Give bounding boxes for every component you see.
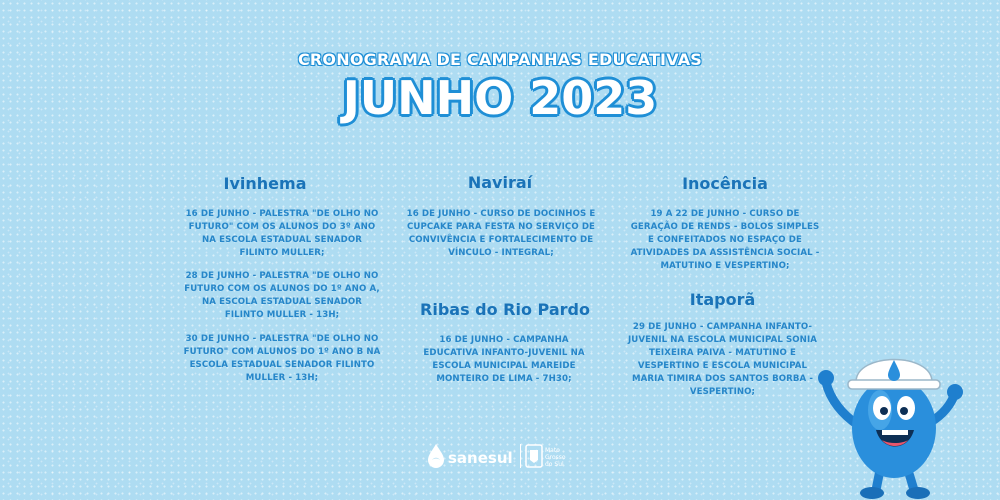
city-heading-navirai: Naviraí bbox=[467, 173, 533, 192]
poster-subtitle: CRONOGRAMA DE CAMPANHAS EDUCATIVAS bbox=[297, 50, 703, 69]
event-itapora-1: 29 DE JUNHO - CAMPANHA INFANTO-JUVENIL NA ESCOLA MUNICIPAL SONIA TEIXEIRA PAIVA - MATUTINO E VESPERTINO E ESCOLA MUNICIPAL MARIA TIMIRA DOS SANTOS BORBA - VESPERTINO; bbox=[627, 322, 818, 397]
sanesul-logo-text: sanesul bbox=[448, 449, 513, 467]
ms-logo-line3: do Sul bbox=[545, 461, 564, 468]
event-ivinhema-1: 16 DE JUNHO - PALESTRA "DE OLHO NO FUTURO" COM OS ALUNOS DO 3º ANO NA ESCOLA ESTADUAL SENADOR FILINTO MULLER; bbox=[185, 209, 379, 258]
ms-logo-line2: Grosso bbox=[545, 454, 566, 461]
city-heading-ivinhema: Ivinhema bbox=[223, 174, 307, 193]
water-drop-mascot bbox=[818, 330, 968, 500]
event-ivinhema-3: 30 DE JUNHO - PALESTRA "DE OLHO NO FUTURO" COM ALUNOS DO 1º ANO B NA ESCOLA ESTADUAL SENADOR FILINTO MULLER - 13H; bbox=[183, 334, 381, 383]
sanesul-logo bbox=[425, 443, 517, 469]
city-heading-inocencia: Inocência bbox=[682, 174, 768, 193]
logo-divider bbox=[520, 444, 521, 468]
mato-grosso-do-sul-logo bbox=[525, 442, 573, 470]
event-navirai-1: 16 DE JUNHO - CURSO DE DOCINHOS E CUPCAKE PARA FESTA NO SERVIÇO DE CONVIVÊNCIA E FORTALECIMENTO DE VÍNCULO - INTEGRAL; bbox=[406, 209, 596, 258]
event-ivinhema-2: 28 DE JUNHO - PALESTRA "DE OLHO NO FUTURO COM OS ALUNOS DO 1º ANO A, NA ESCOLA ESTADUAL SENADOR FILINTO MULLER - 13H; bbox=[184, 271, 380, 320]
poster-title: JUNHO 2023 bbox=[342, 71, 658, 125]
event-ribas-1: 16 DE JUNHO - CAMPANHA EDUCATIVA INFANTO-JUVENIL NA ESCOLA MUNICIPAL MAREIDE MONTEIRO DE LIMA - 7H30; bbox=[423, 335, 585, 384]
city-heading-ribas-do-rio-pardo: Ribas do Rio Pardo bbox=[420, 300, 590, 319]
event-inocencia-1: 19 A 22 DE JUNHO - CURSO DE GERAÇÃO DE RENDS - BOLOS SIMPLES E CONFEITADOS NO ESPAÇO DE ATIVIDADES DA ASSISTÊNCIA SOCIAL - MATUTINO E VESPERTINO; bbox=[630, 209, 820, 271]
footer-logos bbox=[425, 441, 575, 471]
ms-logo-line1: Mato bbox=[545, 447, 560, 454]
city-heading-itapora: Itaporã bbox=[689, 290, 756, 309]
